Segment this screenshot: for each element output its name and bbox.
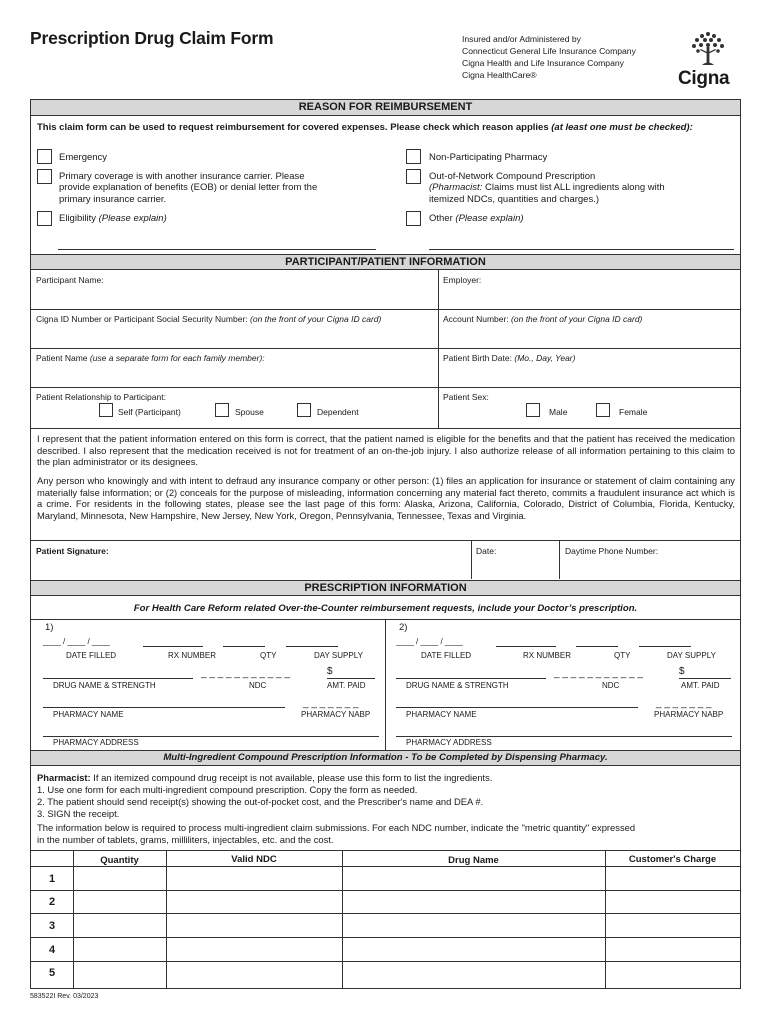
rx2-ndc-blanks[interactable]: _ _ _ _ _ _ _ _ _ _ _	[554, 668, 643, 679]
eligibility-note: (Please explain)	[98, 213, 167, 224]
rx1-nabp-blanks[interactable]: _ _ _ _ _ _ _	[303, 698, 359, 709]
date-field[interactable]: Date:	[476, 546, 497, 556]
rx2-nabp-blanks[interactable]: _ _ _ _ _ _ _	[656, 698, 712, 709]
rx2-qty-label: QTY	[614, 651, 631, 660]
self-label: Self (Participant)	[118, 407, 181, 417]
prescription-heading: PRESCRIPTION INFORMATION	[31, 580, 740, 596]
table-border	[31, 913, 740, 914]
patient-name-note: (use a separate form for each family member):	[89, 353, 265, 363]
other-text: Other	[429, 213, 453, 224]
rx2-day-supply-line[interactable]	[639, 646, 691, 647]
table-border	[342, 850, 343, 989]
pharmacist-text: If an itemized compound drug receipt is not available, please use this form to list the ingredients.	[90, 772, 493, 783]
emergency-label: Emergency	[59, 152, 108, 163]
pharmacist-bold: Pharmacist:	[37, 772, 91, 783]
compound-heading: Multi-Ingredient Compound Prescription Information - To be Completed by Dispensing Pharmacy.	[31, 750, 740, 766]
rx2-pharmacy-label: PHARMACY NAME	[406, 710, 477, 719]
rx2-qty-line[interactable]	[576, 646, 618, 647]
compound-info: The information below is required to process multi-ingredient claim submissions. For each NDC number, indicate the "metric quantity" expressed	[37, 822, 636, 833]
patient-signature-field[interactable]: Patient Signature:	[36, 546, 109, 556]
spouse-label: Spouse	[235, 407, 264, 417]
insurer-block	[462, 33, 636, 81]
table-border	[31, 850, 740, 851]
pharmacist-instructions	[37, 772, 735, 784]
male-label: Male	[549, 407, 568, 417]
table-border	[31, 866, 740, 867]
participant-divider	[438, 270, 439, 428]
eligibility-text: Eligibility	[59, 213, 96, 224]
cigna-id-note: (on the front of your Cigna ID card)	[250, 314, 382, 324]
birth-date-label: Patient Birth Date:	[443, 353, 512, 363]
other-label	[429, 213, 524, 224]
other-explain-line[interactable]	[429, 249, 734, 250]
rx1-date-blank[interactable]: ____ / ____ / ____	[43, 637, 110, 646]
form-code: 583522I Rev. 03/2023	[30, 993, 99, 1000]
insurer-line: Connecticut General Life Insurance Company	[462, 46, 636, 56]
participant-heading: PARTICIPANT/PATIENT INFORMATION	[31, 254, 740, 270]
primary-coverage-label: primary insurance carrier.	[59, 194, 167, 205]
rx2-ndc-label: NDC	[602, 681, 620, 690]
emergency-checkbox[interactable]	[37, 149, 52, 164]
spouse-checkbox[interactable]	[215, 403, 229, 417]
female-label: Female	[619, 407, 648, 417]
table-row-number: 4	[48, 944, 56, 956]
insurer-line: Cigna Health and Life Insurance Company	[462, 58, 624, 68]
eligibility-checkbox[interactable]	[37, 211, 52, 226]
rx2-drug-line[interactable]	[396, 678, 546, 679]
sex-label: Patient Sex:	[443, 392, 489, 402]
rx2-number: 2)	[399, 622, 408, 633]
table-border	[166, 850, 167, 989]
rx1-amt-label: AMT. PAID	[327, 681, 366, 690]
representation-statement: I represent that the patient information entered on this form is correct, that the patient named is eligible for the benefits and that the patient has received the medication described. I also represent that the medication received is not for treatment of an on-the-job injury. I also authorize release of all information pertaining to this claim to the plan administrator or its designees.	[37, 433, 735, 467]
col-drug-name: Drug Name	[448, 855, 499, 866]
col-quantity: Quantity	[100, 855, 139, 866]
row-divider	[31, 309, 740, 310]
female-checkbox[interactable]	[596, 403, 610, 417]
oon-compound-note: itemized NDCs, quantities and charges.)	[429, 194, 600, 205]
compound-step-3: 3. SIGN the receipt.	[37, 808, 120, 819]
table-row-number: 3	[48, 920, 56, 932]
eligibility-label	[59, 213, 167, 224]
logo-wordmark: Cigna	[678, 68, 730, 89]
otc-note: For Health Care Reform related Over-the-Counter reimbursement requests, include your Doctor’s prescription.	[133, 603, 638, 614]
rx2-date-label: DATE FILLED	[421, 651, 472, 660]
rx1-day-supply-line[interactable]	[286, 646, 338, 647]
reason-heading: REASON FOR REIMBURSEMENT	[31, 100, 740, 116]
table-border	[31, 890, 740, 891]
rx2-rx-label: RX NUMBER	[523, 651, 572, 660]
reason-intro-text: This claim form can be used to request reimbursement for covered expenses. Please check which reason applies	[37, 122, 549, 133]
rx2-dollar: $	[679, 666, 685, 677]
rx1-date-label: DATE FILLED	[66, 651, 117, 660]
rx1-ndc-blanks[interactable]: _ _ _ _ _ _ _ _ _ _ _	[201, 668, 290, 679]
table-border	[73, 850, 74, 989]
nonpar-pharmacy-label: Non-Participating Pharmacy	[429, 152, 548, 163]
cigna-id-field[interactable]	[36, 314, 381, 324]
employer-field[interactable]: Employer:	[443, 275, 482, 285]
rx1-dollar: $	[327, 666, 333, 677]
cigna-logo	[678, 30, 738, 94]
account-number-field[interactable]	[443, 314, 642, 324]
male-checkbox[interactable]	[526, 403, 540, 417]
dependent-checkbox[interactable]	[297, 403, 311, 417]
participant-name-field[interactable]: Participant Name:	[36, 275, 104, 285]
primary-coverage-checkbox[interactable]	[37, 169, 52, 184]
claim-form	[30, 99, 741, 989]
row-divider	[31, 428, 740, 429]
insurer-line: Insured and/or Administered by	[462, 34, 581, 44]
patient-name-field[interactable]	[36, 353, 265, 363]
rx2-day-supply-label: DAY SUPPLY	[667, 651, 716, 660]
rx1-ndc-label: NDC	[249, 681, 267, 690]
dependent-label: Dependent	[317, 407, 359, 417]
compound-step-2: 2. The patient should send receipt(s) showing the out-of-pocket cost, and the Prescriber's name and DEA #.	[37, 796, 484, 807]
rx2-date-blank[interactable]: ____ / ____ / ____	[396, 637, 463, 646]
rx2-pharmacy-line[interactable]	[396, 707, 638, 708]
other-checkbox[interactable]	[406, 211, 421, 226]
table-border	[605, 850, 606, 989]
table-row-number: 2	[48, 896, 56, 908]
rx1-amt-line[interactable]	[327, 678, 375, 679]
rx1-day-supply-label: DAY SUPPLY	[314, 651, 363, 660]
insurer-line: Cigna HealthCare®	[462, 70, 537, 80]
rx1-number: 1)	[45, 622, 54, 633]
rx2-address-label: PHARMACY ADDRESS	[406, 738, 492, 747]
patient-name-label: Patient Name	[36, 353, 88, 363]
rx1-pharmacy-line[interactable]	[43, 707, 285, 708]
table-row-number: 1	[48, 873, 56, 885]
tree-of-life-icon	[688, 30, 728, 68]
birth-date-field[interactable]	[443, 353, 575, 363]
rx1-pharmacy-label: PHARMACY NAME	[53, 710, 124, 719]
table-border	[31, 961, 740, 962]
rx2-nabp-label: PHARMACY NABP	[654, 710, 724, 719]
rx1-address-line[interactable]	[43, 736, 379, 737]
oon-compound-label: Out-of-Network Compound Prescription	[429, 171, 596, 182]
reason-intro-note: (at least one must be checked):	[551, 122, 693, 133]
rx1-drug-line[interactable]	[43, 678, 193, 679]
other-note: (Please explain)	[455, 213, 524, 224]
signature-divider	[559, 540, 560, 579]
rx2-amt-line[interactable]	[679, 678, 731, 679]
form-title: Prescription Drug Claim Form	[30, 28, 274, 48]
self-checkbox[interactable]	[99, 403, 113, 417]
compound-step-1: 1. Use one form for each multi-ingredient compound prescription. Copy the form as needed.	[37, 784, 418, 795]
primary-coverage-label: provide explanation of benefits (EOB) or denial letter from the	[59, 182, 318, 193]
birth-date-note: (Mo., Day, Year)	[514, 353, 576, 363]
row-divider	[31, 540, 740, 541]
rx-divider	[385, 619, 386, 750]
rx1-rx-label: RX NUMBER	[168, 651, 217, 660]
rx2-rx-number-line[interactable]	[496, 646, 556, 647]
relationship-label: Patient Relationship to Participant:	[36, 392, 166, 402]
rx1-nabp-label: PHARMACY NABP	[301, 710, 371, 719]
row-divider	[31, 387, 740, 388]
nonpar-pharmacy-checkbox[interactable]	[406, 149, 421, 164]
oon-note-text: Claims must list ALL ingredients along with	[482, 182, 665, 193]
rx1-address-label: PHARMACY ADDRESS	[53, 738, 139, 747]
account-number-note: (on the front of your Cigna ID card)	[511, 314, 643, 324]
rx2-amt-label: AMT. PAID	[681, 681, 720, 690]
oon-compound-note	[429, 182, 665, 193]
col-valid-ndc: Valid NDC	[231, 854, 277, 865]
oon-pharmacist-label: (Pharmacist:	[429, 182, 483, 193]
daytime-phone-field[interactable]: Daytime Phone Number:	[565, 546, 659, 556]
rx1-qty-label: QTY	[260, 651, 277, 660]
primary-coverage-label: Primary coverage is with another insurance carrier. Please	[59, 171, 305, 182]
rx1-drug-label: DRUG NAME & STRENGTH	[53, 681, 156, 690]
table-border	[31, 937, 740, 938]
rx2-address-line[interactable]	[396, 736, 732, 737]
table-row-number: 5	[48, 967, 56, 979]
eligibility-explain-line[interactable]	[58, 249, 376, 250]
account-number-label: Account Number:	[443, 314, 509, 324]
rx1-qty-line[interactable]	[223, 646, 265, 647]
rx2-drug-label: DRUG NAME & STRENGTH	[406, 681, 509, 690]
rx1-rx-number-line[interactable]	[143, 646, 203, 647]
fraud-warning: Any person who knowingly and with intent to defraud any insurance company or other person: (1) files an application for insurance or statement of claim containing any materially false information; or (2) conceals for the purpose of misleading, information concerning any material fact thereto, commits a fraudulent insurance act which is a crime. For residents in the following states, please see the last page of this form: Alaska, Arizona, California, Colorado, District of Columbia, Florida, Kentucky, Maryland, Minnesota, New Hampshire, New Jersey, New York, Oregon, Pennsylvania, Tennessee, Texas and Virginia.	[37, 475, 735, 521]
reason-intro	[37, 122, 735, 134]
cigna-id-label: Cigna ID Number or Participant Social Security Number:	[36, 314, 248, 324]
signature-divider	[471, 540, 472, 579]
row-divider	[31, 348, 740, 349]
compound-info: in the number of tablets, grams, milliliters, injectables, etc. and the cost.	[37, 834, 334, 845]
col-customer-charge: Customer's Charge	[628, 854, 717, 865]
oon-compound-checkbox[interactable]	[406, 169, 421, 184]
